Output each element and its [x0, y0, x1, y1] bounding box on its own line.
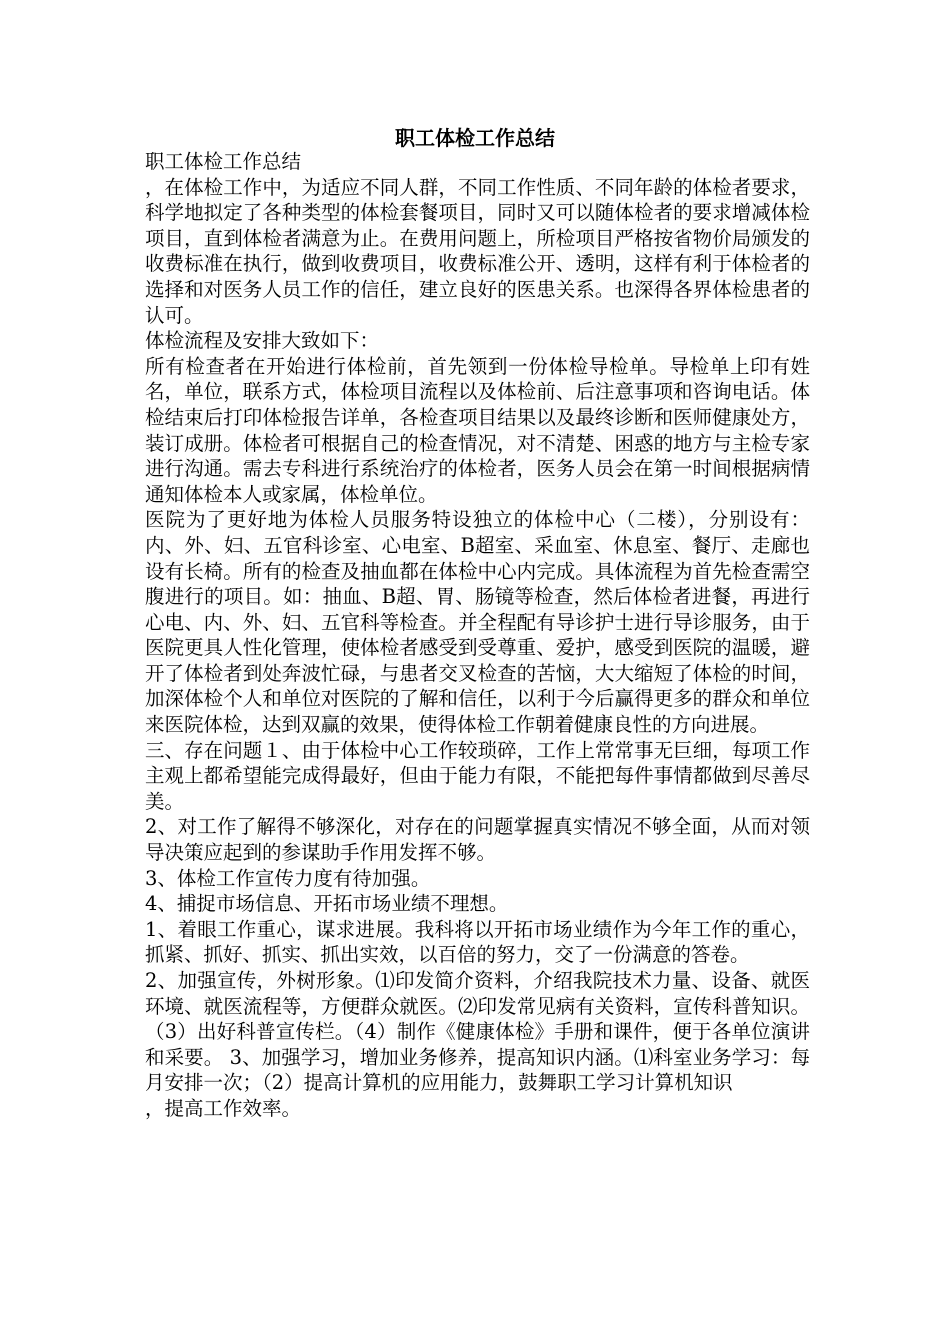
paragraph-plan-1: 1、着眼工作重心，谋求进展。我科将以开拓市场业绩作为今年工作的重心，抓紧、抓好、抓实、抓出实效，以百倍的努力，交了一份满意的答卷。 [145, 917, 810, 967]
paragraph-problems-3: 3、体检工作宣传力度有待加强。 [145, 866, 431, 890]
paragraph-problems-1: 三、存在问题１、由于体检中心工作较琐碎，工作上常常事无巨细，每项工作主观上都希望能完成得最好，但由于能力有限，不能把每件事情都做到尽善尽美。 [145, 738, 810, 813]
document-body [145, 149, 810, 1122]
paragraph-problems-2: 2、对工作了解得不够深化，对存在的问题掌握真实情况不够全面，从而对领导决策应起到的参谋助手作用发挥不够。 [145, 815, 810, 865]
paragraph-center: 医院为了更好地为体检人员服务特设独立的体检中心（二楼），分别设有：内、外、妇、五官科诊室、心电室、B超室、采血室、休息室、餐厅、走廊也设有长椅。所有的检查及抽血都在体检中心内完成。具体流程为首先检查需空腹进行的项目。如：抽血、B超、胃、肠镜等检查，然后体检者进餐，再进行心电、内、外、妇、五官科等检查。并全程配有导诊护士进行导诊服务，由于医院更具人性化管理，使体检者感受到受尊重、爱护，感受到医院的温暖，避开了体检者到处奔波忙碌，与患者交叉检查的苦恼，大大缩短了体检的时间，加深体检个人和单位对医院的了解和信任，以利于今后赢得更多的群众和单位来医院体检，达到双赢的效果，使得体检工作朝着健康良性的方向进展。 [145, 508, 810, 737]
paragraph-flow-guide: 所有检查者在开始进行体检前，首先领到一份体检导检单。导检单上印有姓名，单位，联系方式，体检项目流程以及体检前、后注意事项和咨询电话。体检结束后打印体检报告详单，各检查项目结果以及最终诊断和医师健康处方，装订成册。体检者可根据自己的检查情况，对不清楚、困惑的地方与主检专家进行沟通。需去专科进行系统治疗的体检者，医务人员会在第一时间根据病情通知体检本人或家属，体检单位。 [145, 354, 810, 506]
subtitle-line: 职工体检工作总结 [145, 150, 302, 173]
document-title: 职工体检工作总结 [395, 126, 555, 150]
paragraph-plan-2: 2、加强宣传，外树形象。⑴印发简介资料，介绍我院技术力量、设备、就医环境、就医流程等，方便群众就医。⑵印发常见病有关资料，宣传科普知识。（3）出好科普宣传栏。（4）制作《健康体检》手册和课件，便于各单位演讲和采要。 3、加强学习，增加业务修养，提高知识内涵。⑴科室业务学习：每月安排一次；（2）提高计算机的应用能力，鼓舞职工学习计算机知识 [145, 969, 810, 1095]
paragraph-flow-heading: 体检流程及安排大致如下： [145, 329, 380, 353]
paragraph-intro: ，在体检工作中，为适应不同人群，不同工作性质、不同年龄的体检者要求，科学地拟定了各种类型的体检套餐项目，同时又可以随体检者的要求增减体检项目，直到体检者满意为止。在费用问题上，所检项目严格按省物价局颁发的收费标准在执行，做到收费项目，收费标准公开、透明，这样有利于体检者的选择和对医务人员工作的信任，建立良好的医患关系。也深得各界体检患者的认可。 [145, 175, 810, 327]
paragraph-problems-4: 4、捕捉市场信息、开拓市场业绩不理想。 [145, 892, 509, 916]
paragraph-closing: ，提高工作效率。 [145, 1096, 302, 1120]
